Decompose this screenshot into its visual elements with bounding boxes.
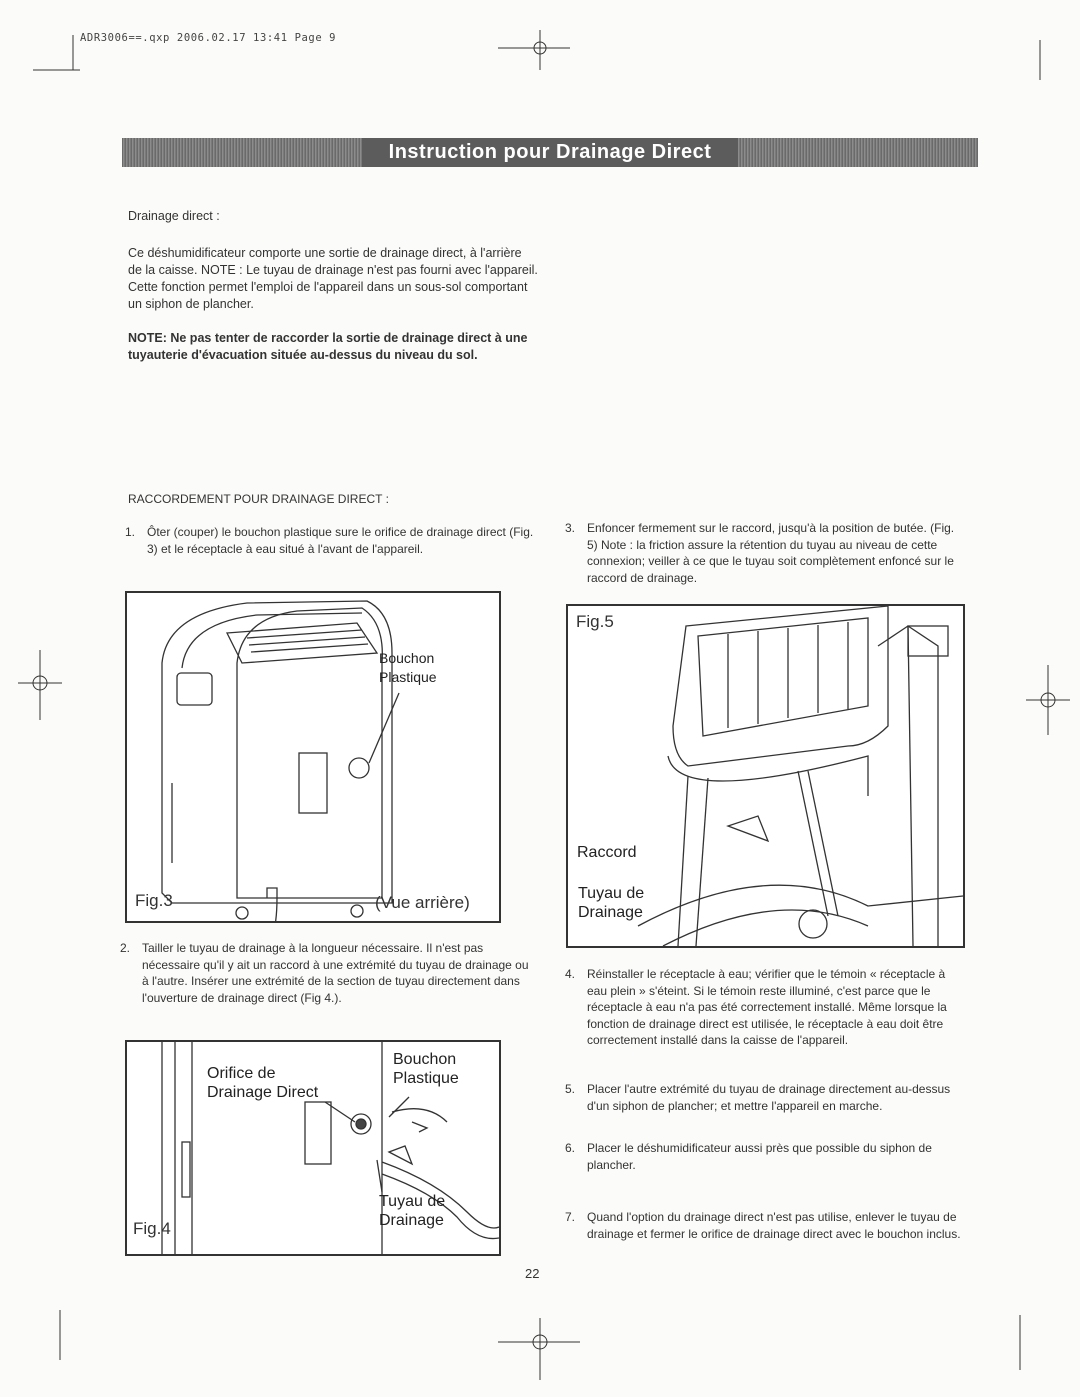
dehumidifier-back-illustration [127,593,499,921]
page-number: 22 [525,1266,540,1281]
step-5 [565,1081,965,1114]
step-text: Placer le déshumidificateur aussi près que possible du siphon de plancher. [587,1141,932,1172]
step-text: Réinstaller le réceptacle à eau; vérifier que le témoin « réceptacle à eau plein » s'éteint. Si le témoin reste illuminé, c'est parce que le réceptacle à eau n'a pas été correctement installé. Même lorsque la fonction de drainage direct est utilisée, le réceptacle à eau doit être correctement installé dans la caisse de l'appareil. [587,967,947,1047]
figure-5 [566,604,965,948]
step-4 [565,966,965,1049]
fig4-bouchon-label: Bouchon Plastique [393,1051,459,1087]
step-number: 7. [565,1210,576,1224]
page-title: Instruction pour Drainage Direct [388,141,712,163]
print-header: ADR3006==.qxp 2006.02.17 13:41 Page 9 [80,32,337,44]
step-text: Enfoncer fermement sur le raccord, jusqu'à la position de butée. (Fig. 5) Note : la friction assure la rétention du tuyau au niveau de cette connexion; veiller à ce que le tuyau soit complètement enfoncé sur le raccord de drainage. [587,521,955,585]
step-number: 6. [565,1141,576,1155]
figure-3 [125,591,501,923]
fig4-caption: Fig.4 [133,1219,171,1238]
fig3-caption: Fig.3 [135,891,173,910]
step-1 [125,524,535,557]
fig3-view-label: (Vue arrière) [375,893,470,912]
step-number: 2. [120,941,131,955]
step-6 [565,1140,965,1173]
intro-paragraph: Ce déshumidificateur comporte une sortie de drainage direct, à l'arrière de la caisse. NOTE : Le tuyau de drainage n'est pas fourni avec l'appareil. Cette fonction permet l'emploi de l'appareil dans un sous-sol comportant un siphon de plancher. [128,246,538,311]
step-number: 3. [565,521,576,535]
fig4-orifice-label: Orifice de Drainage Direct [207,1065,319,1101]
intro-note: NOTE: Ne pas tenter de raccorder la sortie de drainage direct à une tuyauterie d'évacuation située au-dessus du niveau du sol. [128,331,528,362]
step-number: 4. [565,967,576,981]
step-7 [565,1209,965,1242]
fig5-tuyau-label: Tuyau de Drainage [578,885,645,921]
title-banner [122,138,978,167]
step-text: Tailler le tuyau de drainage à la longueur nécessaire. Il n'est pas nécessaire qu'il y ait un raccord à une extrémité du tuyau de drainage ou à l'autre. Insérer une extrémité de la section de tuyau directement dans l'ouverture de drainage direct (Fig 4.). [142,941,529,1005]
step-number: 1. [125,525,136,539]
fig4-tuyau-label: Tuyau de Drainage [379,1193,446,1229]
step-text: Quand l'option du drainage direct n'est pas utilise, enlever le tuyau de drainage et fermer le orifice de drainage direct avec le bouchon inclus. [587,1210,961,1241]
step-number: 5. [565,1082,576,1096]
step-3 [565,520,965,586]
intro-heading: Drainage direct : [128,209,220,223]
section-heading: RACCORDEMENT POUR DRAINAGE DIRECT : [128,492,389,506]
fig3-label: Bouchon Plastique [379,650,437,685]
figure-4 [125,1040,501,1256]
step-2 [120,940,530,1006]
fig5-caption: Fig.5 [576,612,614,631]
step-text: Placer l'autre extrémité du tuyau de drainage directement au-dessus d'un siphon de plancher; et mettre l'appareil en marche. [587,1082,951,1113]
fig5-raccord-label: Raccord [577,844,637,861]
step-text: Ôter (couper) le bouchon plastique sure le orifice de drainage direct (Fig. 3) et le réceptacle à eau situé à l'avant de l'appareil. [147,525,534,556]
